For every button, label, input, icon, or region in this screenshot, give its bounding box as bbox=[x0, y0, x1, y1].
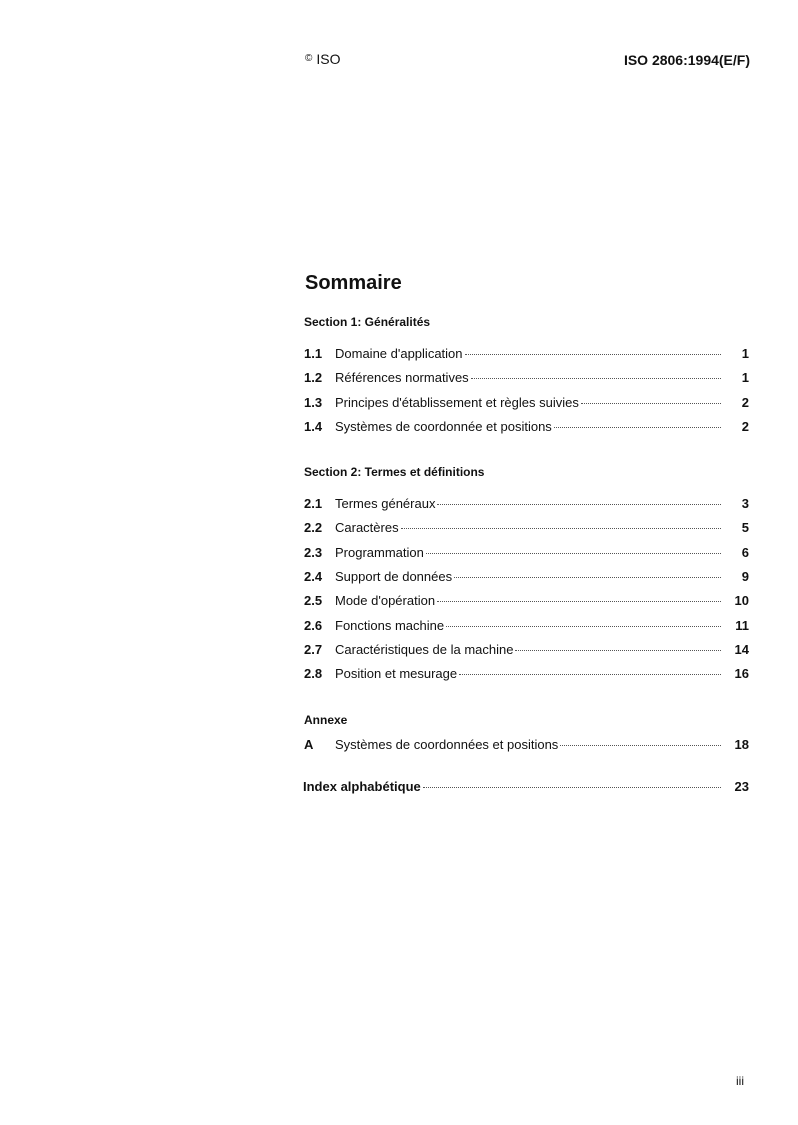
toc-entry-1-2[interactable] bbox=[303, 370, 749, 394]
dot-leader bbox=[581, 403, 721, 404]
toc-entry-label: Systèmes de coordonnées et positions bbox=[335, 736, 559, 752]
toc-entry-page: 5 bbox=[741, 520, 749, 536]
toc-entry-page: 9 bbox=[741, 569, 749, 585]
toc-entry-1-3[interactable] bbox=[303, 395, 749, 419]
toc-entry-page: 1 bbox=[741, 370, 749, 386]
toc-entry-number: 2.4 bbox=[304, 569, 323, 585]
toc-entry-2-7[interactable] bbox=[303, 642, 749, 666]
toc-entry-number: 2.2 bbox=[304, 520, 323, 536]
dot-leader bbox=[465, 354, 721, 355]
index-label: Index alphabétique bbox=[303, 778, 421, 794]
standard-identifier: ISO 2806:1994(E/F) bbox=[623, 52, 750, 68]
dot-leader bbox=[401, 528, 721, 529]
dot-leader bbox=[515, 650, 721, 651]
table-of-contents bbox=[303, 272, 749, 794]
toc-entry-number: 2.5 bbox=[304, 593, 323, 609]
toc-entry-label: Position et mesurage bbox=[335, 666, 458, 682]
dot-leader bbox=[554, 427, 721, 428]
toc-entry-page: 14 bbox=[734, 641, 749, 657]
dot-leader bbox=[454, 577, 721, 578]
toc-entry-page: 18 bbox=[734, 736, 749, 752]
copyright-notice bbox=[305, 51, 341, 67]
section-2-heading: Section 2: Termes et définitions bbox=[304, 465, 485, 480]
toc-entry-annex-a[interactable] bbox=[303, 737, 749, 761]
toc-entry-number: 1.3 bbox=[304, 394, 323, 410]
page-number: iii bbox=[736, 1074, 744, 1088]
toc-entry-label: Références normatives bbox=[335, 370, 469, 386]
copyright-owner: ISO bbox=[316, 51, 341, 67]
toc-entry-number: 1.4 bbox=[304, 418, 323, 434]
section-1-heading: Section 1: Généralités bbox=[304, 315, 431, 329]
toc-entry-2-3[interactable] bbox=[303, 545, 749, 569]
toc-entry-label: Caractéristiques de la machine bbox=[335, 641, 514, 657]
annex-list bbox=[303, 737, 749, 761]
section-1-list bbox=[303, 346, 749, 443]
toc-entry-label: Support de données bbox=[335, 569, 453, 585]
toc-entry-page: 11 bbox=[735, 617, 749, 633]
toc-entry-2-2[interactable] bbox=[303, 520, 749, 544]
toc-entry-page: 1 bbox=[741, 346, 749, 361]
annex-heading: Annexe bbox=[304, 712, 348, 727]
toc-entry-number: 2.3 bbox=[304, 544, 323, 560]
dot-leader bbox=[560, 745, 721, 746]
copyright-icon: © bbox=[305, 53, 313, 64]
dot-leader bbox=[459, 674, 721, 675]
toc-entry-number: A bbox=[304, 736, 314, 752]
toc-entry-number: 1.1 bbox=[304, 346, 323, 361]
dot-leader bbox=[471, 378, 721, 379]
toc-entry-2-6[interactable] bbox=[303, 618, 749, 642]
toc-entry-2-8[interactable] bbox=[303, 666, 749, 690]
toc-entry-1-4[interactable] bbox=[303, 419, 749, 443]
toc-entry-label: Principes d'établissement et règles suivies bbox=[335, 394, 579, 410]
toc-entry-label: Caractères bbox=[335, 520, 399, 536]
toc-entry-label: Programmation bbox=[335, 544, 424, 560]
toc-entry-page: 10 bbox=[734, 593, 749, 609]
toc-title: Sommaire bbox=[305, 272, 402, 294]
dot-leader bbox=[423, 787, 721, 788]
dot-leader bbox=[446, 626, 721, 627]
annex-block bbox=[303, 713, 749, 761]
toc-entry-number: 2.8 bbox=[304, 666, 323, 682]
toc-entry-number: 1.2 bbox=[304, 370, 323, 386]
toc-entry-1-1[interactable] bbox=[303, 346, 749, 370]
index-page: 23 bbox=[734, 778, 749, 794]
toc-entry-page: 2 bbox=[741, 418, 749, 434]
dot-leader bbox=[426, 553, 721, 554]
toc-entry-number: 2.6 bbox=[304, 617, 323, 633]
section-2-list bbox=[303, 496, 749, 690]
toc-entry-index[interactable] bbox=[303, 779, 749, 794]
toc-entry-2-5[interactable] bbox=[303, 593, 749, 617]
toc-entry-number: 2.1 bbox=[304, 496, 323, 512]
toc-entry-number: 2.7 bbox=[304, 641, 323, 657]
toc-entry-page: 16 bbox=[734, 666, 749, 682]
toc-entry-2-4[interactable] bbox=[303, 569, 749, 593]
toc-entry-page: 2 bbox=[741, 394, 749, 410]
toc-entry-label: Systèmes de coordonnée et positions bbox=[335, 418, 552, 434]
toc-entry-label: Mode d'opération bbox=[335, 593, 436, 609]
toc-entry-label: Domaine d'application bbox=[335, 346, 463, 361]
dot-leader bbox=[437, 601, 721, 602]
toc-entry-label: Termes généraux bbox=[335, 496, 436, 512]
toc-entry-page: 3 bbox=[741, 496, 749, 512]
toc-entry-label: Fonctions machine bbox=[335, 617, 445, 633]
dot-leader bbox=[437, 504, 721, 505]
toc-entry-2-1[interactable] bbox=[303, 496, 749, 520]
toc-entry-page: 6 bbox=[741, 544, 749, 560]
